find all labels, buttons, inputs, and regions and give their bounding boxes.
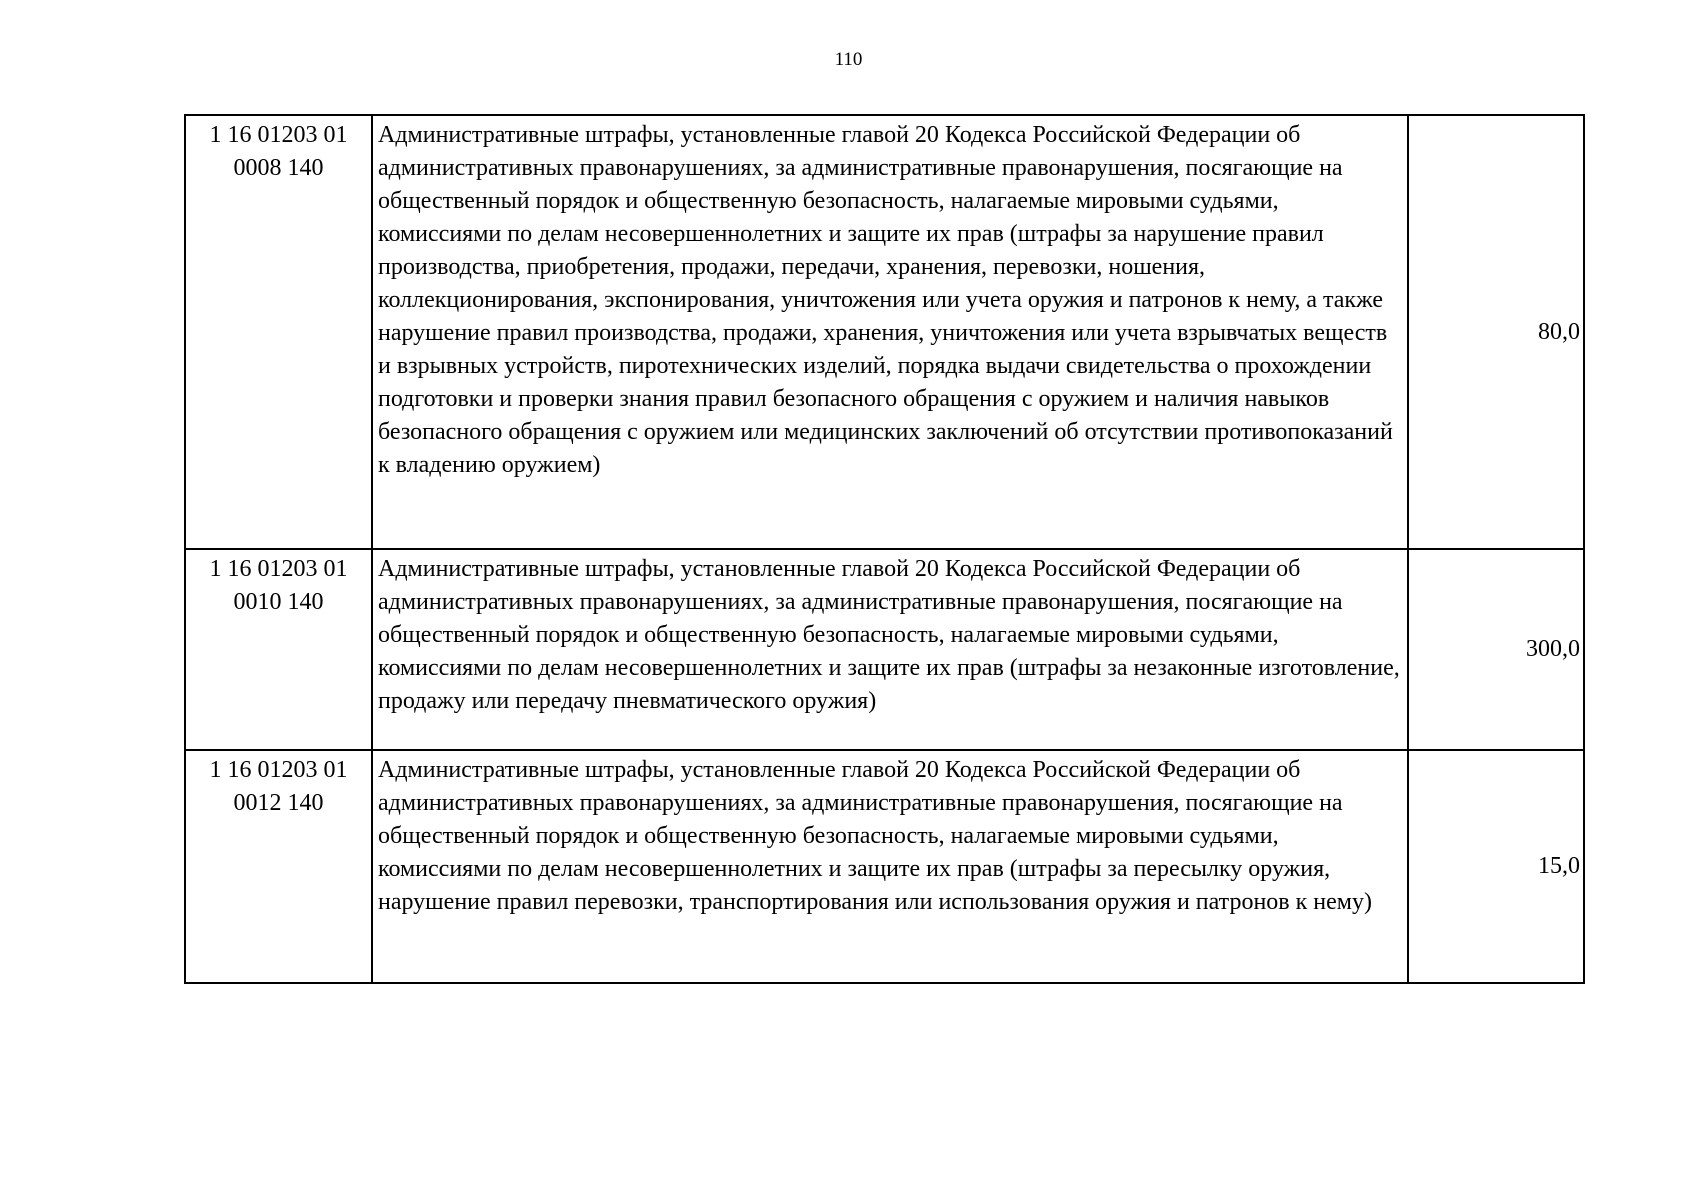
description-cell: Административные штрафы, установленные главой 20 Кодекса Российской Федерации об административных правонарушениях, за административные правонарушения, посягающие на общественный порядок и общественную безопасность, налагаемые мировыми судьями, комиссиями по делам несовершеннолетних и защите их прав (штрафы за незаконные изготовление, продажу или передачу пневматического оружия) <box>372 549 1408 750</box>
amount-cell: 15,0 <box>1408 750 1584 983</box>
budget-code-cell <box>185 750 372 983</box>
budget-code-cell <box>185 549 372 750</box>
amount-cell: 300,0 <box>1408 549 1584 750</box>
description-cell: Административные штрафы, установленные главой 20 Кодекса Российской Федерации об административных правонарушениях, за административные правонарушения, посягающие на общественный порядок и общественную безопасность, налагаемые мировыми судьями, комиссиями по делам несовершеннолетних и защите их прав (штрафы за пересылку оружия, нарушение правил перевозки, транспортирования или использования оружия и патронов к нему) <box>372 750 1408 983</box>
page-number: 110 <box>834 49 863 70</box>
budget-code-line-1: 1 16 01203 01 <box>209 757 348 783</box>
description-cell: Административные штрафы, установленные главой 20 Кодекса Российской Федерации об административных правонарушениях, за административные правонарушения, посягающие на общественный порядок и общественную безопасность, налагаемые мировыми судьями, комиссиями по делам несовершеннолетних и защите их прав (штрафы за нарушение правил производства, приобретения, продажи, передачи, хранения, перевозки, ношения, коллекционирования, экспонирования, уничтожения или учета оружия и патронов к нему, а также нарушение правил производства, продажи, хранения, уничтожения или учета взрывчатых веществ и взрывных устройств, пиротехнических изделий, порядка выдачи свидетельства о прохождении подготовки и проверки знания правил безопасного обращения с оружием и наличия навыков безопасного обращения с оружием или медицинских заключений об отсутствии противопоказаний к владению оружием) <box>372 115 1408 549</box>
table-row <box>185 115 1584 549</box>
budget-code-cell <box>185 115 372 549</box>
budget-table <box>184 114 1585 984</box>
budget-code-line-2: 0012 140 <box>233 790 324 816</box>
table-row <box>185 549 1584 750</box>
budget-code-line-2: 0010 140 <box>233 589 324 615</box>
budget-code-line-1: 1 16 01203 01 <box>209 556 348 582</box>
budget-code-line-2: 0008 140 <box>233 155 324 181</box>
amount-cell: 80,0 <box>1408 115 1584 549</box>
table-row <box>185 750 1584 983</box>
budget-code-line-1: 1 16 01203 01 <box>209 122 348 148</box>
